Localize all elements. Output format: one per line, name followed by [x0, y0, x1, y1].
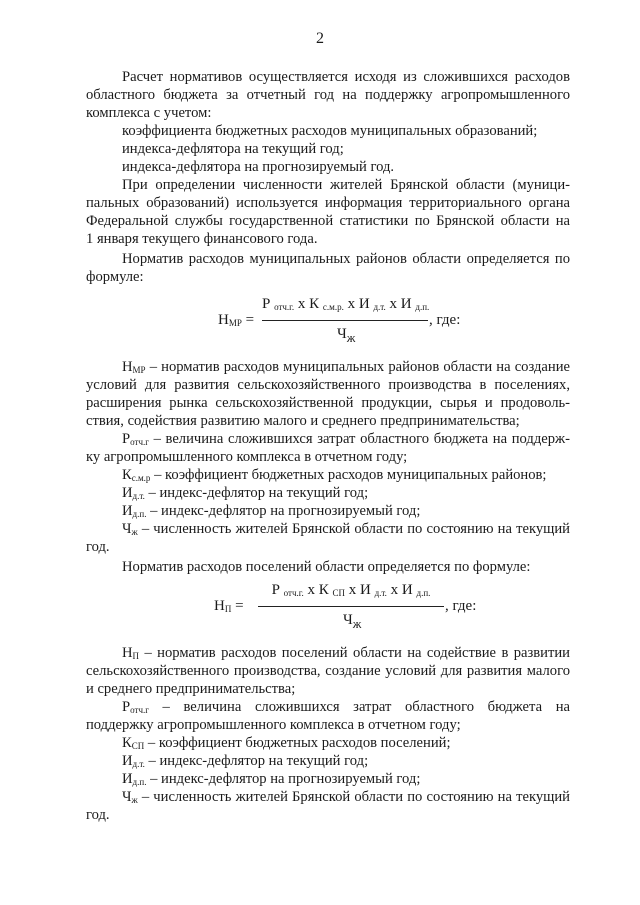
definition-subscript: П: [132, 651, 140, 661]
formula-municipal-districts-fraction-bar: [262, 320, 428, 321]
formula-subscript: МР: [228, 318, 242, 328]
numerator-term: х И: [385, 296, 416, 312]
definition-text: – численность жителей Брянской области по состоянию на текущий: [137, 789, 570, 805]
definition-subscript: д.п.: [132, 509, 147, 519]
definition-text: – норматив расходов поселений области на содействие в развитии: [139, 645, 570, 661]
definition-text: – величина сложившихся затрат областного бюджета на поддерж-: [148, 431, 570, 447]
intro-list-item: индекса-дефлятора на прогнозируемый год.: [122, 159, 395, 175]
definition-subscript: ж: [131, 795, 138, 805]
formula-municipal-districts-lhs: [218, 312, 254, 329]
data-source-paragraph: При определении численности жителей Брянской области (муници-: [122, 177, 570, 193]
equals-sign: =: [241, 312, 255, 328]
numerator-term: х К: [303, 582, 333, 598]
definition-text: – индекс-дефлятор на текущий год;: [144, 753, 369, 769]
definition-symbol: Р: [122, 699, 131, 715]
definition-municipal: год.: [86, 539, 110, 555]
definition-municipal: ствия, содействия развитию малого и среднего предпринимательства;: [86, 413, 520, 429]
data-source-paragraph: пальных образований) используется информация территориального органа: [86, 195, 570, 211]
numerator-term: х И: [386, 582, 417, 598]
numerator-subscript: д.т.: [374, 588, 387, 598]
definition-text: – коэффициент бюджетных расходов муниципальных районов;: [150, 467, 547, 483]
definition-symbol: И: [122, 771, 133, 787]
formula-intro-paragraph: Норматив расходов поселений области определяется по формуле:: [122, 559, 531, 575]
formula-municipal-districts-numerator: [262, 296, 428, 313]
definition-subscript: д.т.: [132, 491, 145, 501]
numerator-term: х К: [294, 296, 323, 312]
definition-text: – индекс-дефлятор на прогнозируемый год;: [146, 503, 421, 519]
definition-text: – норматив расходов муниципальных районов области на создание: [145, 359, 570, 375]
numerator-subscript: д.п.: [415, 302, 430, 312]
definition-symbol: И: [122, 753, 133, 769]
definition-symbol: Ч: [122, 521, 132, 537]
definition-settlement: год.: [86, 807, 110, 823]
denominator-subscript: ж: [352, 617, 362, 631]
definition-text: – численность жителей Брянской области по состоянию на текущий: [137, 521, 570, 537]
denominator-subscript: ж: [346, 331, 356, 345]
formula-municipal-districts-denominator: [337, 326, 355, 346]
denominator-symbol: Ч: [343, 612, 353, 628]
formula-symbol: Н: [218, 312, 229, 328]
definition-municipal: ку агропромышленного комплекса в отчетном году;: [86, 449, 408, 465]
definition-symbol: Ч: [122, 789, 132, 805]
definition-text: – коэффициент бюджетных расходов поселений;: [144, 735, 451, 751]
formula-settlements-numerator: [258, 582, 444, 599]
denominator-symbol: Ч: [337, 326, 347, 342]
definition-settlement: и среднего предпринимательства;: [86, 681, 296, 697]
definition-subscript: отч.г: [130, 705, 149, 715]
formula-settlements-fraction-bar: [258, 606, 444, 607]
definition-symbol: Н: [122, 359, 133, 375]
intro-paragraph: комплекса с учетом:: [86, 105, 212, 121]
formula-settlements-lhs: [214, 598, 244, 615]
definition-municipal: условий для развития сельскохозяйственного производства в поселениях,: [86, 377, 570, 393]
definition-municipal: расширения рынка сельскохозяйственной продукции, сырья и продоволь-: [86, 395, 570, 411]
numerator-term: Р: [271, 582, 284, 598]
numerator-subscript: д.т.: [373, 302, 386, 312]
intro-paragraph: Расчет нормативов осуществляется исходя из сложившихся расходов: [122, 69, 570, 85]
formula-intro-paragraph: формуле:: [86, 269, 144, 285]
formula-symbol: Н: [214, 598, 225, 614]
page-number: 2: [316, 30, 324, 47]
definition-symbol: К: [122, 735, 132, 751]
definition-text: – величина сложившихся затрат областного бюджета на: [148, 699, 570, 715]
definition-municipal: [122, 520, 570, 541]
definition-subscript: ж: [131, 527, 138, 537]
numerator-subscript: д.п.: [416, 588, 431, 598]
numerator-term: Р: [262, 296, 275, 312]
intro-list-item: коэффициента бюджетных расходов муниципальных образований;: [122, 123, 538, 139]
definition-subscript: с.м.р: [131, 473, 151, 483]
definition-text: – индекс-дефлятор на текущий год;: [144, 485, 369, 501]
definition-subscript: д.п.: [132, 777, 147, 787]
formula-settlements-denominator: [343, 612, 361, 632]
equals-sign: =: [231, 598, 244, 614]
definition-settlement: сельскохозяйственного производства, создание условий для развития малого: [86, 663, 570, 679]
definition-settlement: поддержку агропромышленного комплекса в отчетном году;: [86, 717, 461, 733]
definition-subscript: СП: [131, 741, 145, 751]
formula-subscript: П: [224, 604, 232, 614]
definition-symbol: Р: [122, 431, 131, 447]
formula-settlements-tail: , где:: [445, 598, 477, 614]
definition-subscript: МР: [132, 365, 146, 375]
definition-subscript: д.т.: [132, 759, 145, 769]
numerator-subscript: СП: [332, 588, 345, 598]
data-source-paragraph: 1 января текущего финансового года.: [86, 231, 318, 247]
definition-text: – индекс-дефлятор на прогнозируемый год;: [146, 771, 421, 787]
definition-subscript: отч.г: [130, 437, 149, 447]
definition-settlement: [122, 788, 570, 809]
definition-symbol: И: [122, 503, 133, 519]
intro-paragraph: областного бюджета за отчетный год на поддержку агропромышленного: [86, 87, 570, 103]
definition-symbol: И: [122, 485, 133, 501]
numerator-subscript: с.м.р.: [322, 302, 344, 312]
data-source-paragraph: Федеральной службы государственной статистики по Брянской области на: [86, 213, 570, 229]
numerator-subscript: отч.г.: [274, 302, 295, 312]
definition-symbol: К: [122, 467, 132, 483]
intro-list-item: индекса-дефлятора на текущий год;: [122, 141, 344, 157]
formula-municipal-districts-tail: , где:: [429, 312, 461, 328]
numerator-term: х И: [343, 296, 374, 312]
numerator-term: х И: [344, 582, 375, 598]
definition-symbol: Н: [122, 645, 133, 661]
formula-intro-paragraph: Норматив расходов муниципальных районов области определяется по: [122, 251, 570, 267]
numerator-subscript: отч.г.: [283, 588, 304, 598]
